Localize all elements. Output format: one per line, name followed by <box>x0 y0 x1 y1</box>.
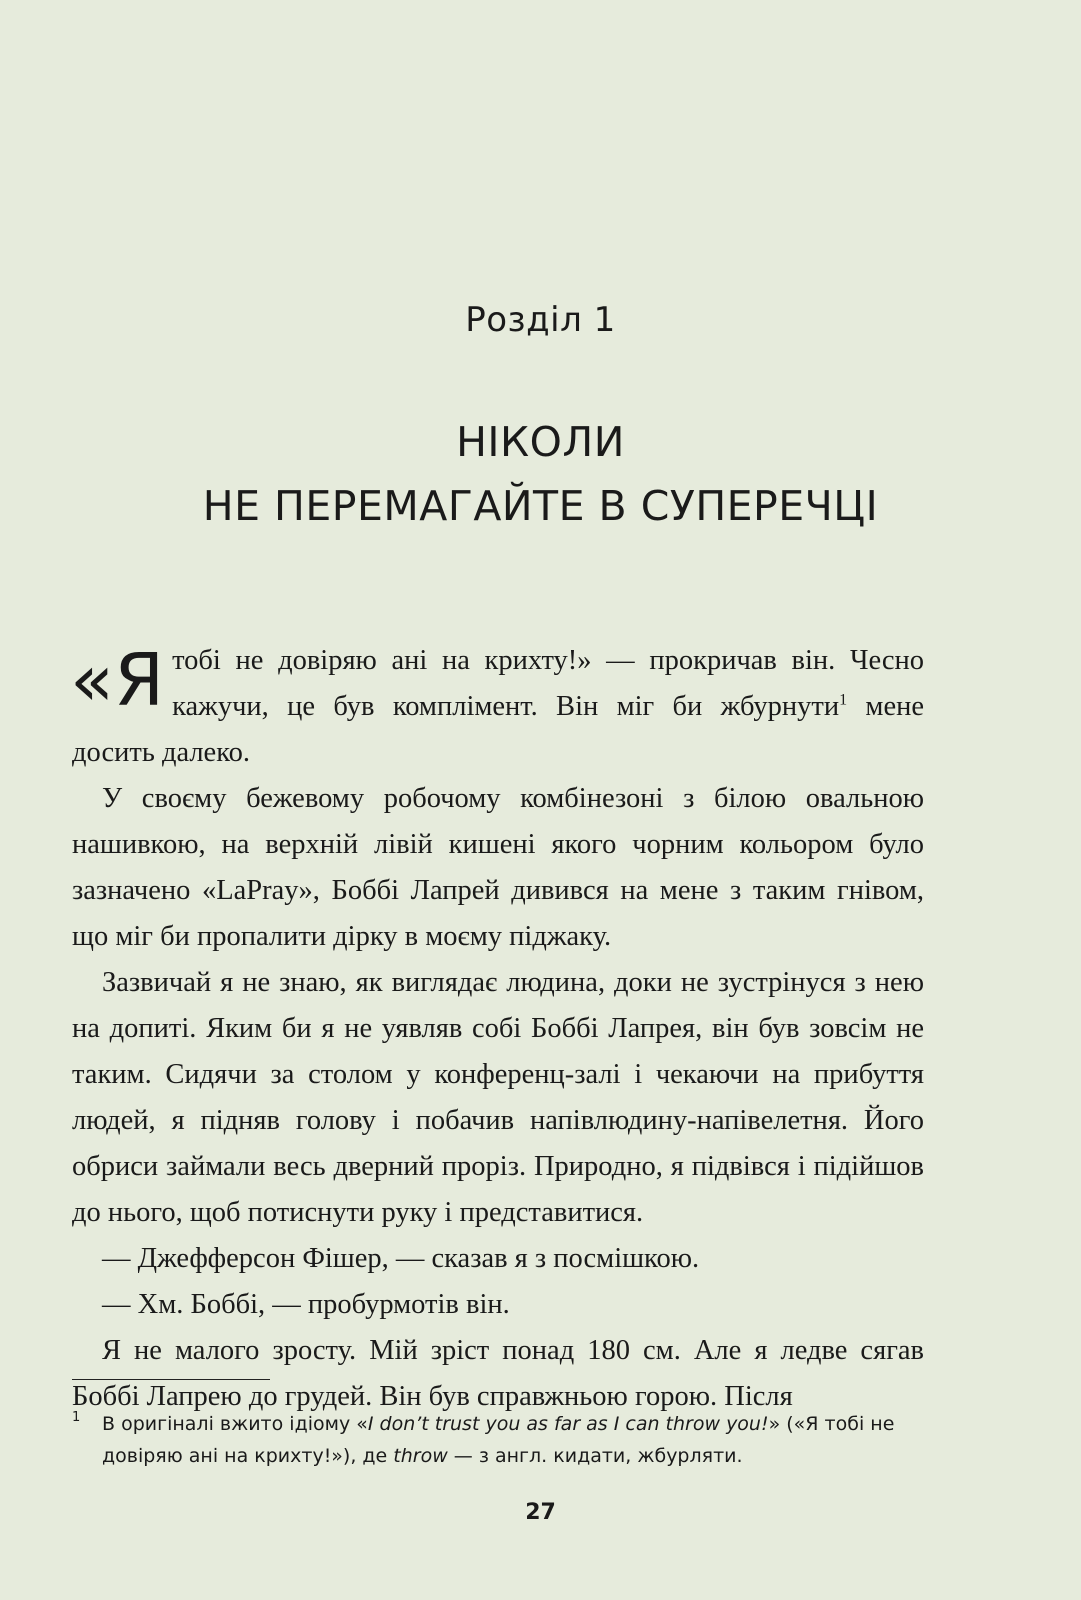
footnote-word: throw <box>393 1445 448 1467</box>
paragraph-1 <box>72 638 924 776</box>
footnote-reference[interactable]: 1 <box>839 691 848 709</box>
drop-cap <box>70 638 165 722</box>
footnote-text-c: — з англ. кидати, жбурляти. <box>447 1445 743 1467</box>
footnote <box>72 1408 932 1472</box>
chapter-title-line-2: НЕ ПЕРЕМАГАЙТЕ В СУПЕРЕЧЦІ <box>202 482 879 530</box>
chapter-title-line-1: НІКОЛИ <box>456 418 625 466</box>
paragraph-4: — Джефферсон Фішер, — сказав я з посмішкою. <box>102 1243 700 1274</box>
chapter-label: Розділ 1 <box>465 300 616 340</box>
footnote-text-b: » («Я тобі не довіряю ані на крихту!»), де <box>102 1413 895 1467</box>
drop-cap-quote: « <box>70 638 115 722</box>
footnote-idiom: I don’t trust you as far as I can throw you! <box>367 1413 769 1435</box>
paragraph-1-text-a: тобі не довіряю ані на крихту!» — прокричав він. Чесно кажучи, це був комплімент. Він міг би жбурнути <box>172 645 924 722</box>
footnote-divider <box>72 1379 270 1380</box>
chapter-title <box>0 410 1081 538</box>
drop-cap-letter: Я <box>114 638 165 722</box>
paragraph-3: Зазвичай я не знаю, як виглядає людина, доки не зустрінуся з нею на допиті. Яким би я не уявляв собі Боббі Лапрея, він був зовсім не таким. Сидячи за столом у конференц-залі і чекаючи на прибуття людей, я підняв голову і побачив напівлюдину-напівелетня. Його обриси займали весь дверний проріз. Природно, я підвівся і підійшов до нього, щоб потиснути руку і представитися. <box>72 967 924 1228</box>
page-number: 27 <box>525 1500 556 1525</box>
footnote-number: 1 <box>72 1410 81 1425</box>
paragraph-2: У своєму бежевому робочому комбінезоні з білою овальною нашивкою, на верхній лівій кишені якого чорним кольором було зазначено «LaPray», Боббі Лапрей дивився на мене з таким гнівом, що міг би пропалити дірку в моєму піджаку. <box>72 783 924 952</box>
paragraph-5: — Хм. Боббі, — пробурмотів він. <box>102 1289 510 1320</box>
paragraph-1-text-b: мене досить далеко. <box>72 691 924 768</box>
paragraph-6: Я не малого зросту. Мій зріст понад 180 см. Але я ледве сягав Боббі Лапрею до грудей. Він був справжньою горою. Після <box>72 1335 924 1412</box>
body-text <box>72 638 924 1420</box>
footnote-text-a: В оригіналі вжито ідіому « <box>102 1413 368 1435</box>
footnote-text <box>102 1408 932 1472</box>
